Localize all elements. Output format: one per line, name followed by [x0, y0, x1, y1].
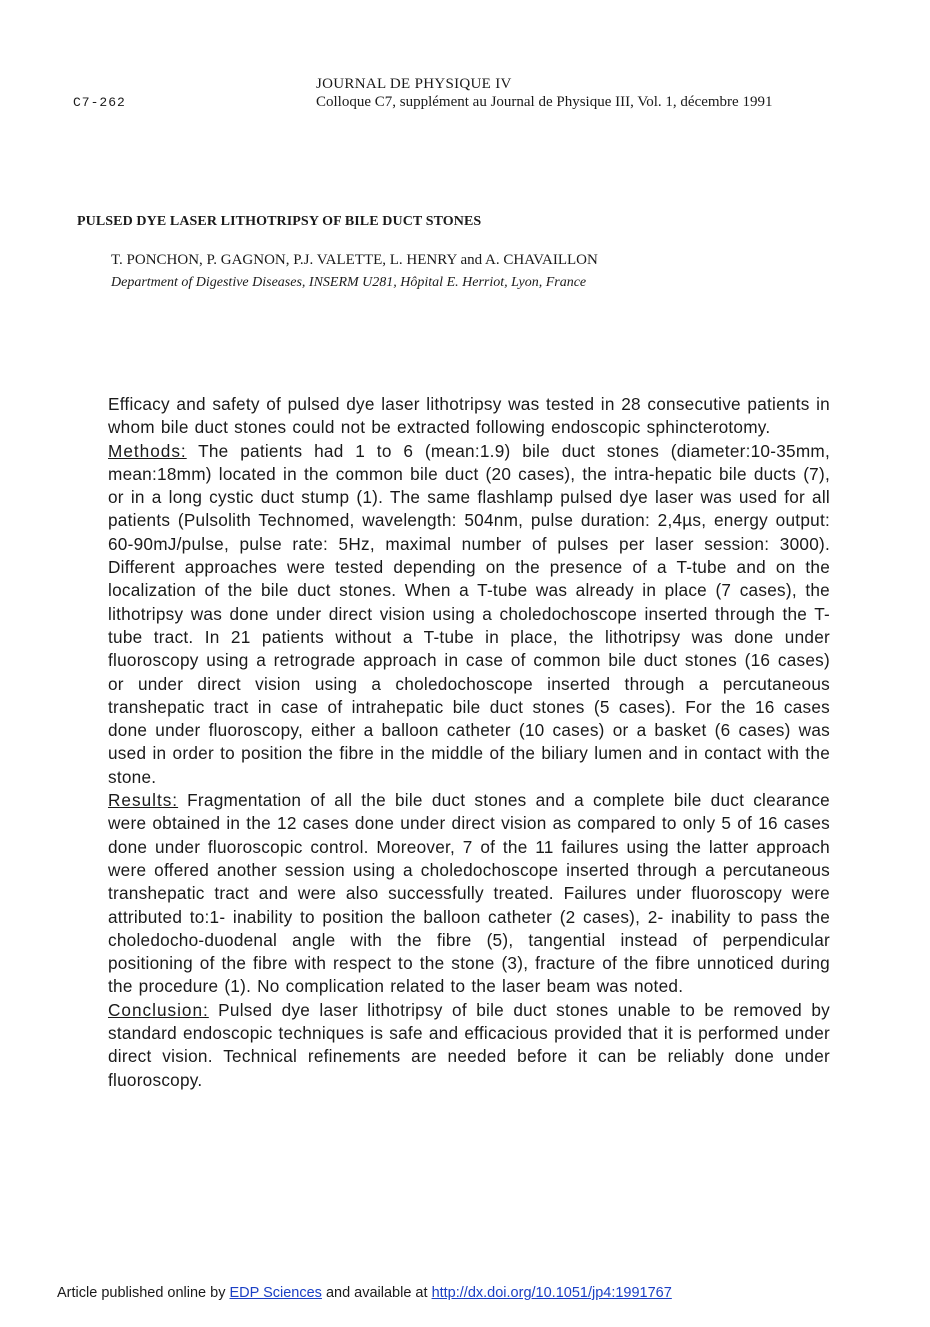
abstract-intro: Efficacy and safety of pulsed dye laser lithotripsy was tested in 28 consecutive patients in whom bile duct stones could not be extracted following endoscopic sphincterotomy. — [108, 394, 830, 438]
doi-link[interactable]: http://dx.doi.org/10.1051/jp4:1991767 — [431, 1285, 672, 1301]
abstract-body — [108, 393, 830, 1092]
results-paragraph — [108, 789, 830, 999]
footer-prefix: Article published online by — [57, 1285, 230, 1301]
footer-middle: and available at — [321, 1285, 432, 1301]
page-number: C7-262 — [73, 95, 126, 110]
methods-heading: Methods: — [108, 440, 187, 461]
conclusion-text: Pulsed dye laser lithotripsy of bile duct stones unable to be removed by standard endoscopic techniques is safe and efficacious provided that it is performed under direct vision. Technical refinements are needed before it can be reliably done under fluoroscopy. — [108, 999, 830, 1090]
publication-footer — [57, 1285, 672, 1301]
journal-title: JOURNAL DE PHYSIQUE IV — [316, 76, 512, 92]
conclusion-paragraph — [108, 999, 830, 1092]
author-affiliation: Department of Digestive Diseases, INSERM U281, Hôpital E. Herriot, Lyon, France — [111, 275, 587, 290]
conclusion-heading: Conclusion: — [108, 999, 209, 1020]
article-title: PULSED DYE LASER LITHOTRIPSY OF BILE DUCT STONES — [77, 214, 482, 229]
methods-paragraph — [108, 440, 830, 789]
journal-subtitle: Colloque C7, supplément au Journal de Physique III, Vol. 1, décembre 1991 — [316, 94, 773, 110]
methods-text: The patients had 1 to 6 (mean:1.9) bile duct stones (diameter:10-35mm, mean:18mm) located in the common bile duct (20 cases), the intra-hepatic bile ducts (7), or in a long cystic duct stump (1). The same flashlamp pulsed dye laser was used for all patients (Pulsolith Technomed, wavelength: 504nm, pulse duration: 2,4µs, energy output: 60-90mJ/pulse, pulse rate: 5Hz, maximal number of pulses per laser session: 3000). Different approaches were tested depending on the presence of a T-tube and on the localization of the bile duct stones. When a T-tube was already in place (7 cases), the lithotripsy was done under direct vision using a choledochoscope inserted through the T-tube tract. In 21 patients without a T-tube in place, the lithotripsy was done under fluoroscopy using a retrograde approach in case of common bile duct stones (16 cases) or under direct vision using a choledochoscope inserted through a percutaneous transhepatic tract in case of intrahepatic bile duct stones (5 cases). For the 16 cases done under fluoroscopy, either a balloon catheter (10 cases) or a basket (6 cases) was used in order to position the fibre in the middle of the biliary lumen and in contact with the stone. — [108, 440, 830, 787]
results-text: Fragmentation of all the bile duct stones and a complete bile duct clearance were obtained in the 12 cases done under direct vision as compared to only 5 of 16 cases done under fluoroscopic control. Moreover, 7 of the 11 failures using the latter approach were offered another session using a choledochoscope inserted through a percutaneous transhepatic tract and were also successfully treated. Failures under fluoroscopy were attributed to:1- inability to position the balloon catheter (2 cases), 2- inability to pass the choledocho-duodenal angle with the fibre (5), tangential instead of perpendicular positioning of the fibre with respect to the stone (3), fracture of the fibre unnoticed during the procedure (1). No complication related to the laser beam was noted. — [108, 790, 830, 997]
author-list: T. PONCHON, P. GAGNON, P.J. VALETTE, L. HENRY and A. CHAVAILLON — [111, 252, 598, 268]
results-heading: Results: — [108, 790, 179, 811]
publisher-link[interactable]: EDP Sciences — [229, 1285, 322, 1301]
